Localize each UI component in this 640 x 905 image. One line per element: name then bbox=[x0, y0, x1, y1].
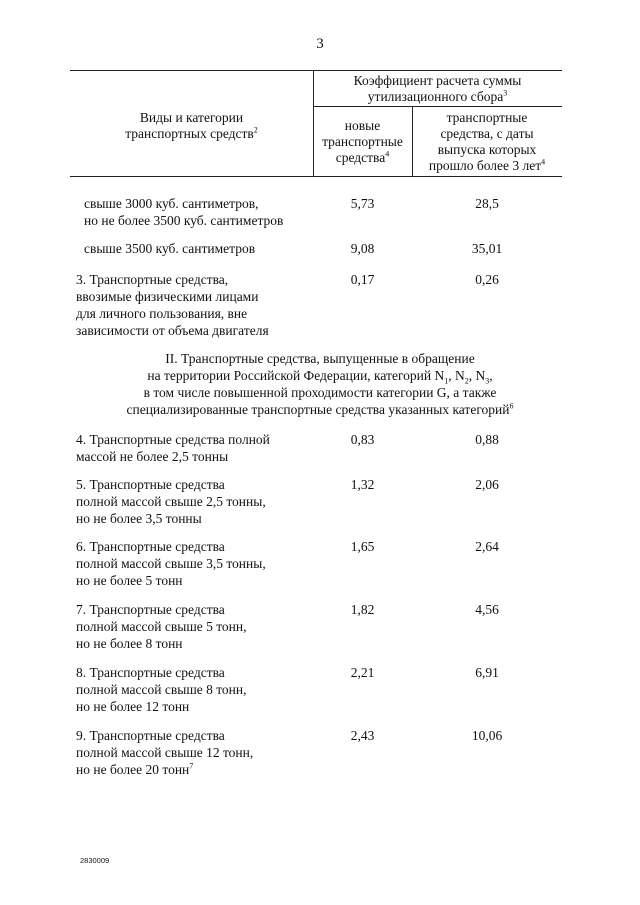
table-cell-new: 1,82 bbox=[350, 602, 375, 617]
header-col-kinds bbox=[70, 110, 313, 142]
section-heading bbox=[80, 350, 560, 418]
table-cell-new: 2,21 bbox=[350, 665, 375, 680]
table-cell-new: 1,65 bbox=[350, 539, 375, 554]
table-cell-used: 4,56 bbox=[475, 602, 499, 617]
table-row-label: 5. Транспортные средства полной массой свыше 2,5 тонны, но не более 3,5 тонны bbox=[76, 477, 266, 526]
header-col-new bbox=[313, 118, 412, 166]
table-row-label: 8. Транспортные средства полной массой свыше 8 тонн, но не более 12 тонн bbox=[76, 665, 247, 714]
page-number: 3 bbox=[316, 36, 324, 52]
table-row-label: 3. Транспортные средства, ввозимые физическими лицами для личного пользования, вне зависимости от объема двигателя bbox=[76, 272, 269, 338]
table-cell-new: 0,83 bbox=[350, 432, 375, 447]
header-group-coefficient bbox=[313, 73, 562, 105]
subscript: 1 bbox=[444, 376, 449, 386]
separator: , N bbox=[468, 368, 486, 383]
separator: , bbox=[489, 368, 493, 383]
section-heading-line2 bbox=[147, 368, 493, 386]
table-top-rule bbox=[70, 70, 562, 71]
header-col-new-line3: средства bbox=[335, 150, 386, 165]
header-col-kinds-line1: Виды и категории bbox=[139, 110, 244, 125]
table-row-label-wrapper bbox=[76, 727, 253, 778]
footnote-mark: 3 bbox=[503, 88, 508, 98]
table-cell-used: 10,06 bbox=[471, 728, 503, 743]
subscript: 2 bbox=[464, 376, 469, 386]
table-cell-used: 35,01 bbox=[471, 241, 503, 256]
table-cell-used: 0,26 bbox=[475, 272, 499, 287]
separator: , N bbox=[448, 368, 465, 383]
section-heading-line4: специализированные транспортные средства указанных категорий bbox=[126, 402, 510, 417]
table-row-label: свыше 3500 куб. сантиметров bbox=[84, 241, 256, 256]
footnote-mark: 6 bbox=[509, 401, 514, 411]
table-cell-used: 2,64 bbox=[475, 539, 499, 554]
subscript: 3 bbox=[485, 376, 490, 386]
header-bottom-rule bbox=[70, 176, 562, 177]
table-row-label: 7. Транспортные средства полной массой свыше 5 тонн, но не более 8 тонн bbox=[76, 602, 247, 651]
table-cell-used: 6,91 bbox=[475, 665, 499, 680]
section-heading-line1: II. Транспортные средства, выпущенные в обращение bbox=[165, 351, 475, 366]
section-line2-text: на территории Российской Федерации, категорий N bbox=[147, 368, 445, 383]
header-col-used-line1: транспортные bbox=[446, 110, 528, 125]
table-row-label: 6. Транспортные средства полной массой свыше 3,5 тонны, но не более 5 тонн bbox=[76, 539, 266, 588]
header-col-used-line2: средства, с даты bbox=[440, 126, 534, 141]
table-row-label: 4. Транспортные средства полной массой не более 2,5 тонны bbox=[76, 432, 270, 464]
footnote-mark: 7 bbox=[189, 761, 194, 771]
header-col-new-line2: транспортные bbox=[322, 134, 403, 149]
header-group-line2: утилизационного сбора bbox=[367, 89, 504, 104]
table-cell-new: 2,43 bbox=[350, 728, 375, 743]
footnote-mark: 4 bbox=[385, 149, 390, 159]
header-col-used bbox=[412, 110, 562, 174]
header-group-rule bbox=[313, 106, 562, 107]
table-cell-new: 5,73 bbox=[350, 196, 375, 211]
table-cell-new: 0,17 bbox=[350, 272, 375, 287]
table-cell-new: 1,32 bbox=[350, 477, 375, 492]
header-group-line1: Коэффициент расчета суммы bbox=[353, 73, 522, 88]
header-col-used-line3: выпуска которых bbox=[437, 142, 537, 157]
table-cell-used: 2,06 bbox=[475, 477, 499, 492]
header-col-used-line4: прошло более 3 лет bbox=[428, 158, 542, 173]
table-cell-used: 0,88 bbox=[475, 432, 499, 447]
table-cell-used: 28,5 bbox=[475, 196, 499, 211]
footnote-mark: 4 bbox=[541, 157, 546, 167]
table-cell-new: 9,08 bbox=[350, 241, 375, 256]
header-col-kinds-line2: транспортных средств bbox=[125, 126, 254, 141]
table-row-label: 9. Транспортные средства полной массой свыше 12 тонн, но не более 20 тонн bbox=[76, 728, 254, 777]
table-row-label: свыше 3000 куб. сантиметров, но не более 3500 куб. сантиметров bbox=[84, 196, 284, 228]
footnote-mark: 2 bbox=[253, 125, 258, 135]
header-col-new-line1: новые bbox=[344, 118, 381, 133]
section-heading-line3: в том числе повышенной проходимости категории G, а также bbox=[143, 385, 497, 400]
document-code: 2830009 bbox=[80, 856, 110, 865]
